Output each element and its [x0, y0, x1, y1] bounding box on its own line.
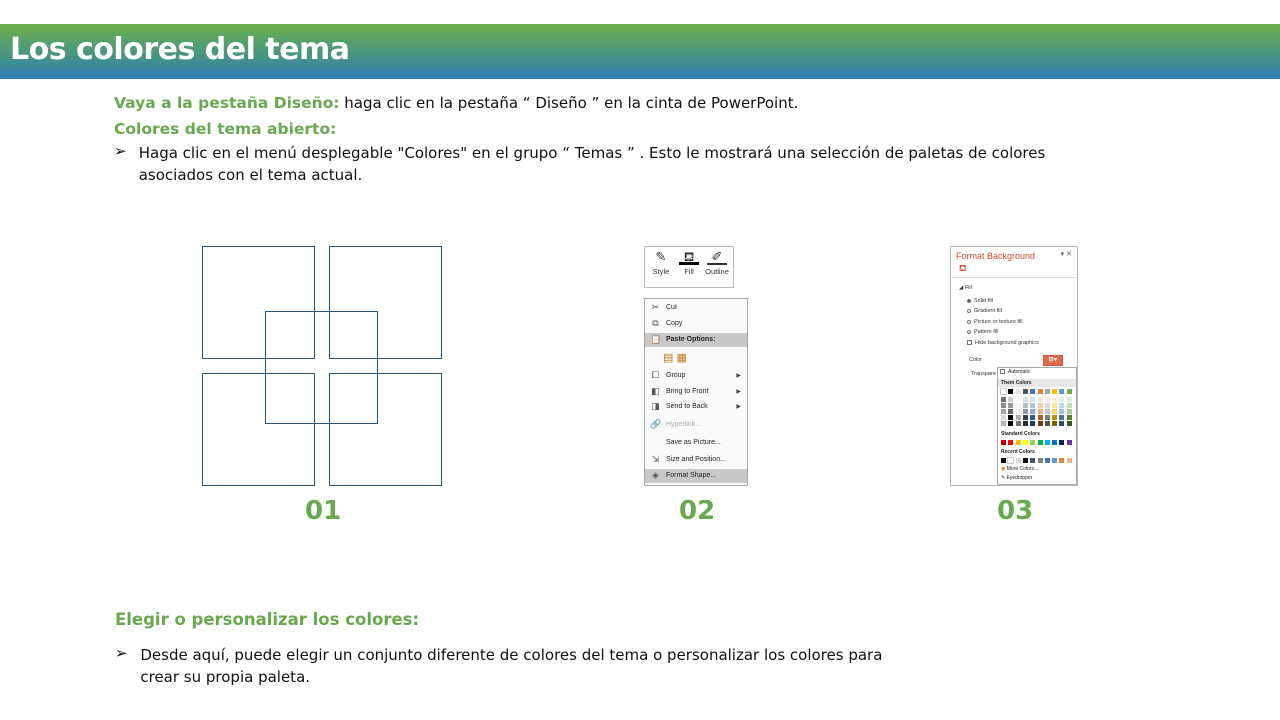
color-swatch[interactable] — [1059, 397, 1064, 402]
menu-label-copy: Copy — [666, 320, 683, 327]
send-back-icon: ◨ — [651, 401, 660, 411]
radio[interactable] — [967, 309, 971, 313]
color-swatch[interactable] — [1067, 440, 1072, 445]
submenu-arrow-icon: ▶ — [736, 373, 741, 379]
fill-bucket-icon: ⛾ — [959, 263, 967, 273]
color-swatch[interactable] — [1008, 403, 1013, 408]
paste-icon: 📋 — [650, 334, 662, 344]
eyedropper-label: Eyedropper — [1006, 475, 1033, 481]
color-swatch[interactable] — [1030, 440, 1035, 445]
gradient-fill-label: Gradient fill — [974, 308, 1002, 314]
color-swatch[interactable] — [1016, 409, 1021, 414]
submenu-arrow-icon: ▶ — [736, 404, 741, 410]
color-swatch[interactable] — [1052, 409, 1057, 414]
color-swatch[interactable] — [1008, 458, 1013, 463]
size-position-icon: ⇲ — [651, 454, 660, 464]
color-swatch[interactable] — [1045, 403, 1050, 408]
color-swatch[interactable] — [1052, 458, 1057, 463]
menu-item-hyperlink — [645, 418, 747, 432]
radio[interactable] — [967, 320, 971, 324]
bullet-arrow-icon: ➢ — [115, 645, 128, 662]
color-swatch[interactable] — [1001, 440, 1006, 445]
menu-label-group: Group — [666, 372, 686, 379]
title-bar — [0, 24, 1280, 79]
fill-section-header[interactable]: ◢ Fill — [959, 285, 972, 291]
transparency-label: Transpare — [971, 371, 996, 377]
color-swatch[interactable] — [1008, 397, 1013, 402]
picture-fill-label: Picture or texture fill — [974, 319, 1023, 325]
color-swatch[interactable] — [1052, 421, 1057, 426]
color-shade-column — [1016, 397, 1021, 427]
color-swatch[interactable] — [1016, 458, 1021, 463]
color-swatch[interactable] — [1023, 440, 1028, 445]
color-swatch[interactable] — [1023, 421, 1028, 426]
color-swatch[interactable] — [1067, 421, 1072, 426]
recent-colors-header: Recent Colors — [998, 448, 1076, 456]
more-colors-label: More Colors... — [1006, 466, 1039, 472]
color-swatch[interactable] — [1052, 415, 1057, 420]
step-design-heading: Vaya a la pestaña Diseño: — [114, 94, 340, 112]
fill-section-label: Fill — [964, 285, 972, 291]
color-shade-column — [1052, 397, 1057, 427]
more-colors-option[interactable] — [1001, 466, 1038, 472]
pattern-fill-label: Pattern fill — [974, 329, 999, 335]
slide-title: Los colores del tema — [10, 32, 350, 67]
color-swatch[interactable] — [1067, 409, 1072, 414]
color-swatch[interactable] — [1045, 458, 1050, 463]
figure-label-03: 03 — [997, 496, 1034, 526]
color-swatch[interactable] — [1038, 421, 1043, 426]
color-swatch[interactable] — [1038, 440, 1043, 445]
paint-bucket-icon: ⛾ — [679, 249, 699, 265]
color-shade-column — [1001, 397, 1006, 427]
menu-label-bring-front: Bring to Front — [666, 388, 709, 395]
eyedropper-icon: ✎ — [1001, 475, 1006, 481]
color-swatch[interactable] — [1052, 389, 1057, 394]
automatic-swatch — [1000, 369, 1005, 374]
solid-fill-label: Solid fill — [974, 298, 993, 304]
hyperlink-icon: 🔗 — [650, 419, 662, 429]
ribbon-fill-label: Fill — [684, 267, 694, 276]
color-swatch[interactable] — [1008, 440, 1013, 445]
color-swatch[interactable] — [1016, 421, 1021, 426]
format-shape-icon: ◈ — [652, 470, 659, 480]
color-swatch[interactable] — [1059, 389, 1064, 394]
bring-front-icon: ◧ — [651, 386, 660, 396]
hide-background-label: Hide background graphics — [975, 340, 1039, 346]
group-icon: ⧠ — [651, 370, 660, 380]
ribbon-outline-button[interactable] — [703, 249, 731, 276]
menu-label-cut: Cut — [666, 304, 677, 311]
color-swatch[interactable] — [1052, 403, 1057, 408]
menu-item-paste-options — [645, 333, 747, 347]
color-swatch[interactable] — [1059, 415, 1064, 420]
menu-label-size-position: Size and Position... — [666, 456, 726, 463]
color-swatch[interactable] — [1067, 389, 1072, 394]
standard-colors-header: Standard Colors — [998, 430, 1076, 438]
color-swatch[interactable] — [1059, 409, 1064, 414]
step-design-tab — [114, 94, 798, 112]
color-swatch[interactable] — [1001, 403, 1006, 408]
ribbon-fill-button[interactable] — [675, 249, 703, 276]
color-swatch[interactable] — [1045, 440, 1050, 445]
color-swatch[interactable] — [1045, 397, 1050, 402]
step-open-colors-heading: Colores del tema abierto: — [114, 120, 337, 138]
checkbox[interactable] — [967, 340, 972, 345]
color-swatch[interactable] — [1030, 389, 1035, 394]
color-swatch[interactable] — [1045, 415, 1050, 420]
menu-item-bring-to-front[interactable] — [645, 385, 747, 399]
color-swatch[interactable] — [1038, 403, 1043, 408]
color-swatch[interactable] — [1059, 440, 1064, 445]
color-swatch[interactable] — [1008, 409, 1013, 414]
color-swatch[interactable] — [1016, 415, 1021, 420]
pane-title: Format Background — [956, 251, 1036, 261]
color-swatch[interactable] — [1001, 409, 1006, 414]
color-swatch[interactable] — [1038, 458, 1043, 463]
color-shade-column — [1059, 397, 1064, 427]
menu-label-save-picture: Save as Picture... — [666, 439, 721, 446]
color-swatch[interactable] — [1030, 458, 1035, 463]
color-swatch[interactable] — [1001, 397, 1006, 402]
color-label: Color — [969, 357, 983, 363]
color-dropdown-button[interactable]: ⛾▾ — [1043, 355, 1063, 366]
color-swatch[interactable] — [1038, 409, 1043, 414]
color-swatch[interactable] — [1038, 397, 1043, 402]
color-swatch[interactable] — [1067, 397, 1072, 402]
ribbon-style-button[interactable] — [647, 249, 675, 276]
color-swatch[interactable] — [1045, 409, 1050, 414]
color-swatch[interactable] — [1023, 409, 1028, 414]
figure-label-01: 01 — [305, 496, 342, 526]
gradient-fill-option[interactable] — [967, 308, 1002, 314]
color-swatch[interactable] — [1067, 403, 1072, 408]
pattern-fill-option[interactable] — [967, 329, 998, 335]
solid-fill-option[interactable] — [967, 298, 993, 304]
menu-item-copy[interactable] — [645, 317, 747, 331]
choose-colors-heading: Elegir o personalizar los colores: — [115, 610, 420, 629]
color-swatch[interactable] — [1023, 403, 1028, 408]
color-shade-column — [1023, 397, 1028, 427]
color-shade-column — [1038, 397, 1043, 427]
color-swatch[interactable] — [1059, 403, 1064, 408]
color-swatch[interactable] — [1030, 409, 1035, 414]
color-shade-column — [1067, 397, 1072, 427]
bullet-arrow-icon: ➢ — [114, 143, 127, 160]
square-center — [265, 311, 378, 424]
color-swatch[interactable] — [1038, 389, 1043, 394]
color-swatch[interactable] — [1059, 458, 1064, 463]
color-swatch[interactable] — [1008, 421, 1013, 426]
color-swatch[interactable] — [1023, 458, 1028, 463]
bullet-text: Haga clic en el menú desplegable "Colores" en el grupo “ Temas ” . Esto le mostrará una selección de paletas de colores asociados con el tema actual. — [138, 144, 1046, 184]
color-swatch[interactable] — [1001, 421, 1006, 426]
menu-item-size-position[interactable] — [645, 453, 747, 467]
automatic-option[interactable] — [1000, 369, 1030, 375]
color-swatch[interactable] — [1030, 403, 1035, 408]
color-swatch[interactable] — [1059, 421, 1064, 426]
color-swatch[interactable] — [1067, 415, 1072, 420]
color-swatch[interactable] — [1001, 458, 1006, 463]
menu-label-send-back: Send to Back — [666, 403, 708, 410]
automatic-label: Automatic — [1008, 369, 1031, 375]
step-open-colors-bullet — [114, 142, 1074, 186]
step-design-text: haga clic en la pestaña “ Diseño ” en la cinta de PowerPoint. — [339, 94, 799, 112]
radio-selected[interactable] — [967, 299, 971, 303]
color-shade-column — [1030, 397, 1035, 427]
ribbon-outline-label: Outline — [705, 267, 729, 276]
color-swatch[interactable] — [1023, 415, 1028, 420]
context-menu — [644, 298, 748, 486]
picture-fill-option[interactable] — [967, 319, 1023, 325]
color-swatch[interactable] — [1045, 389, 1050, 394]
color-shade-column — [1008, 397, 1013, 427]
shape-styles-ribbon — [644, 246, 734, 288]
color-swatch[interactable] — [1052, 440, 1057, 445]
menu-item-paste-buttons[interactable] — [645, 349, 747, 367]
submenu-arrow-icon: ▶ — [736, 389, 741, 395]
radio[interactable] — [967, 330, 971, 334]
color-swatch[interactable] — [1016, 389, 1021, 394]
color-swatch[interactable] — [1016, 403, 1021, 408]
hide-background-checkbox[interactable] — [967, 340, 1039, 346]
color-picker-dropdown — [997, 367, 1077, 485]
scissors-icon: ✂ — [651, 302, 660, 312]
menu-label-hyperlink: Hyperlink... — [666, 421, 702, 428]
color-swatch[interactable] — [1016, 397, 1021, 402]
eyedropper-option[interactable] — [1001, 475, 1032, 481]
pane-divider — [951, 277, 1077, 278]
color-swatch[interactable] — [1008, 389, 1013, 394]
pen-style-icon: ✎ — [655, 249, 667, 264]
color-swatch[interactable] — [1001, 415, 1006, 420]
color-swatch[interactable] — [1030, 415, 1035, 420]
bullet-text: Desde aquí, puede elegir un conjunto diferente de colores del tema o personalizar los colores para crear su propia paleta. — [140, 646, 883, 686]
copy-icon: ⧉ — [652, 318, 659, 328]
pane-controls[interactable]: ▾ ✕ — [1060, 251, 1072, 258]
color-swatch[interactable] — [1052, 397, 1057, 402]
theme-colors-header: Them Colors — [998, 379, 1076, 387]
color-wheel-icon: ◉ — [1001, 466, 1006, 472]
menu-item-save-as-picture[interactable] — [645, 436, 747, 450]
menu-item-cut[interactable] — [645, 301, 747, 315]
menu-label-paste-options: Paste Options: — [666, 336, 716, 343]
color-swatch[interactable] — [1016, 440, 1021, 445]
figure-label-02: 02 — [679, 496, 716, 526]
ribbon-style-label: Style — [652, 267, 670, 276]
color-swatch[interactable] — [1038, 415, 1043, 420]
color-shade-column — [1045, 397, 1050, 427]
color-swatch[interactable] — [1023, 389, 1028, 394]
color-swatch[interactable] — [1023, 397, 1028, 402]
color-swatch[interactable] — [1008, 415, 1013, 420]
menu-label-format-shape: Format Shape... — [666, 472, 717, 479]
color-swatch[interactable] — [1067, 458, 1072, 463]
color-swatch[interactable] — [1001, 389, 1006, 394]
paste-options-icon[interactable]: ▤ ▦ — [663, 352, 687, 364]
menu-item-group[interactable] — [645, 369, 747, 383]
pen-outline-icon: ✐ — [707, 249, 727, 265]
menu-item-format-shape[interactable] — [645, 469, 747, 483]
format-background-pane — [950, 246, 1078, 486]
choose-colors-bullet — [115, 644, 915, 688]
color-swatch[interactable] — [1045, 421, 1050, 426]
color-swatch[interactable] — [1030, 421, 1035, 426]
color-swatch[interactable] — [1030, 397, 1035, 402]
menu-item-send-to-back[interactable] — [645, 400, 747, 414]
